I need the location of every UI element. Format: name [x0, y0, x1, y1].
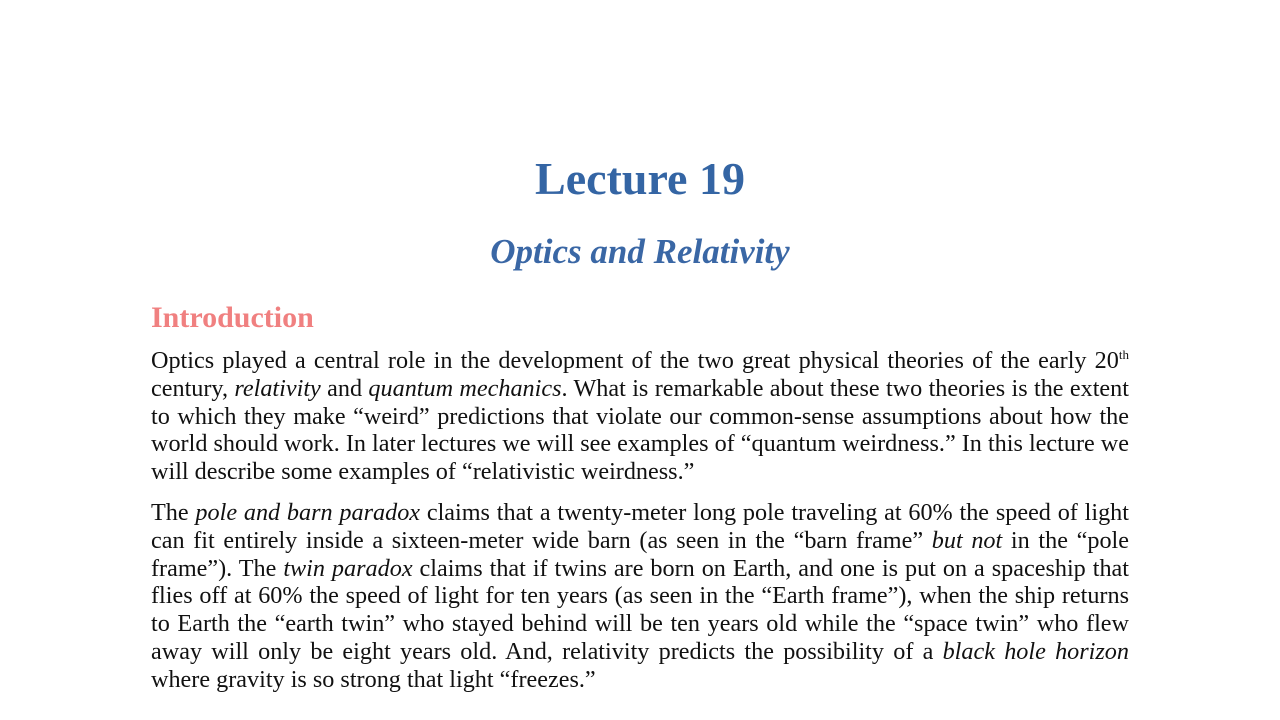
term-quantum-mechanics: quantum mechanics [368, 374, 562, 402]
superscript-ordinal: th [1118, 347, 1129, 362]
term-pole-and-barn-paradox: pole and barn paradox [195, 499, 421, 526]
section-heading-introduction: Introduction [151, 301, 314, 334]
lecture-title: Lecture 19 [535, 153, 745, 204]
text-segment: claims that a twenty-meter long pole traveling at 60% the speed of light can fit entirely inside a sixteen-meter wide barn (as seen in the “barn frame” [151, 499, 1129, 554]
text-segment: Optics played a central role in the development of the two great physical theories of the early 20 [151, 347, 1119, 374]
intro-paragraph-2 [151, 499, 1129, 694]
text-segment: The [151, 499, 196, 526]
term-relativity: relativity [234, 374, 321, 402]
term-twin-paradox: twin paradox [283, 554, 413, 582]
text-segment: century, [151, 374, 235, 402]
text-segment: in the “pole frame”). The [151, 526, 1129, 582]
lecture-subtitle: Optics and Relativity [490, 232, 790, 271]
text-segment: . What is remarkable about these two theories is the extent to which they make “weird” predictions that violate our common-sense assumptions about how the world should work. In later lectures we will see examples of “quantum weirdness.” In this lecture we will describe some examples of “relativistic weirdness.” [151, 374, 1129, 486]
text-segment: where gravity is so strong that light “freezes.” [151, 665, 596, 693]
term-black-hole-horizon: black hole horizon [942, 637, 1129, 665]
text-segment: and [320, 374, 369, 402]
text-segment: claims that if twins are born on Earth, and one is put on a spaceship that flies off at 60% the speed of light for ten years (as seen in the “Earth frame”), when the ship returns to Earth the “earth twin” who stayed behind will be ten years old while the “space twin” who flew away will only be eight years old. And, relativity predicts the possibility of a [151, 554, 1129, 665]
intro-paragraph-1 [151, 347, 1129, 486]
emphasis-but-not: but not [931, 526, 1003, 554]
